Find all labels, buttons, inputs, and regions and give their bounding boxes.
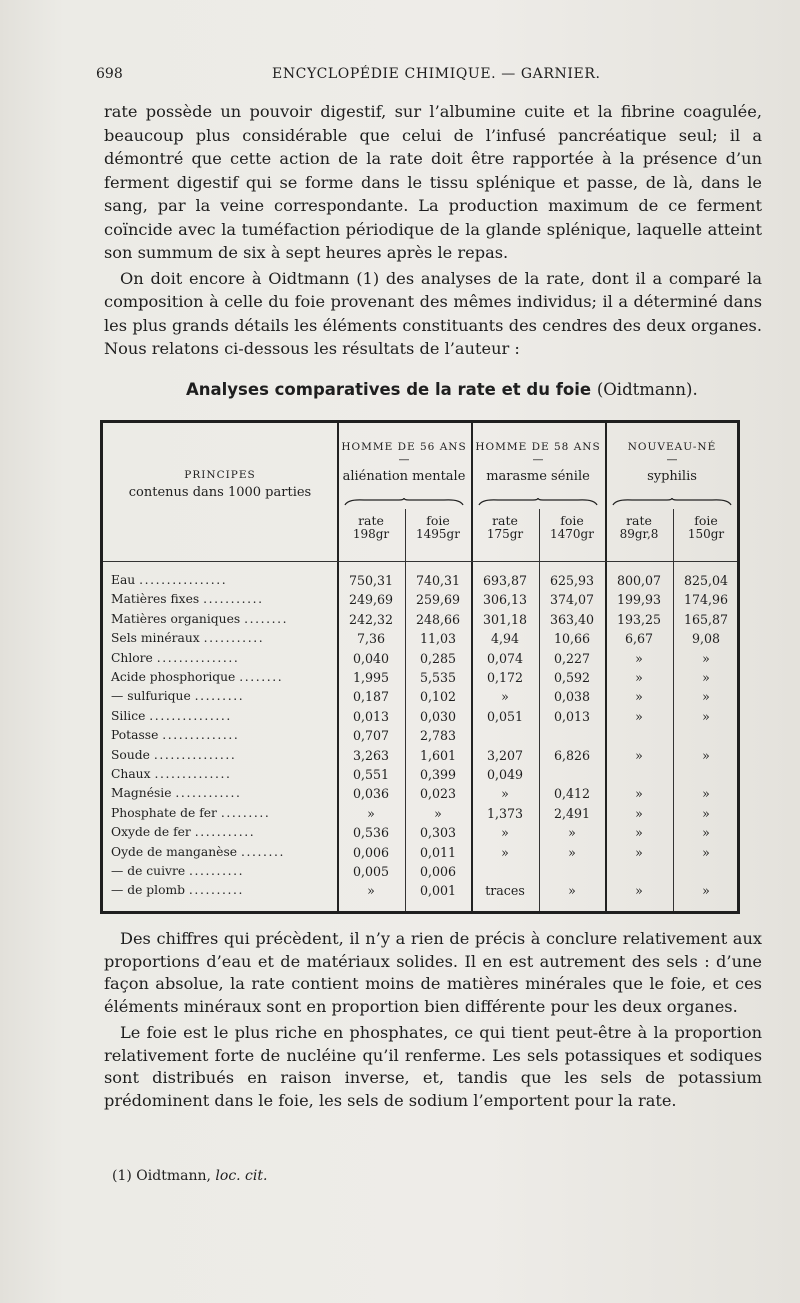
table-title — [186, 380, 698, 399]
table-cell: 825,04 — [683, 573, 729, 588]
table-cell: » — [635, 747, 643, 763]
group-brace — [612, 497, 732, 507]
table-cell: 0,074 — [486, 650, 524, 666]
row-label-text: Oxyde de fer — [111, 825, 195, 840]
table-cell: » — [635, 786, 643, 802]
conclusion-paragraph-2: Le foie est le plus riche en phosphates, ce qui tient peut-être à la proportion relativement forte de nucléine qu’il renferme. Les sels potassiques et sodiques sont distribués en raison inverse, et, tandis que les sels de potassium prédominent dans le foie, les sels de sodium l’emportent pour la rate. — [104, 1023, 762, 1110]
table-cell: 0,030 — [419, 708, 457, 724]
table-cell: 0,040 — [352, 650, 390, 666]
col-foie-weight: 1470gr — [550, 527, 594, 541]
table-cell: » — [635, 825, 643, 841]
table-cell: » — [702, 708, 710, 724]
table-cell: » — [568, 844, 576, 860]
footnote-mark: (1) — [112, 1168, 132, 1184]
table-title-source: (Oidtmann). — [596, 380, 698, 399]
intro-paragraph-1: rate possède un pouvoir digestif, sur l’albumine cuite et la fibrine coagulée, beaucoup plus considérable que celui de l’infusé pancréatique seul; il a démontré que cette action de la rate doit être rapportée à la présence d’un ferment digestif qui se forme dans le tissu splénique et passe, de là, dans le sang, par la veine correspondante. La production maximum de ce ferment coïncide avec la tuméfaction périodique de la glande splénique, laquelle atteint son summum de six à sept heures après le repas. — [104, 102, 762, 262]
table-cell: 363,40 — [549, 611, 595, 627]
table-cell: » — [702, 844, 710, 860]
row-label — [111, 806, 270, 820]
row-leader-dots: ........... — [194, 825, 256, 840]
table-cell: » — [702, 825, 710, 841]
row-label — [111, 845, 285, 859]
row-leader-dots: ......... — [194, 689, 245, 704]
group-head: HOMME DE 56 ANS — [341, 441, 467, 453]
row-label-text: — sulfurique — [111, 689, 195, 704]
col-foie-label: foie — [426, 513, 450, 528]
table-cell: 0,412 — [553, 786, 591, 802]
table-cell: 800,07 — [616, 573, 662, 588]
table-cell: » — [702, 805, 710, 821]
row-label — [111, 631, 264, 645]
row-leader-dots: ........... — [203, 592, 264, 607]
row-label-text: Chlore — [111, 650, 157, 665]
table-cell: 2,491 — [553, 805, 591, 821]
table-cell: 0,707 — [352, 728, 390, 744]
table-cell: » — [635, 689, 643, 705]
row-leader-dots: ......... — [220, 805, 271, 820]
row-leader-dots: ........ — [239, 670, 284, 684]
footnote-author: Oidtmann, — [136, 1168, 211, 1184]
table-cell: » — [501, 825, 509, 841]
table-cell: 301,18 — [482, 611, 528, 627]
analysis-table — [100, 420, 740, 914]
table-cell: » — [568, 825, 576, 841]
principes-sub: contenus dans 1000 parties — [128, 485, 312, 500]
table-cell: 0,399 — [419, 767, 457, 782]
table-cell: 0,013 — [352, 708, 390, 724]
col-foie-weight: 1495gr — [416, 527, 460, 541]
table-cell: 0,536 — [352, 825, 390, 841]
row-label — [111, 689, 244, 703]
row-label-text: Acide phosphorique — [111, 670, 240, 684]
row-label-text: Oyde de manganèse — [111, 844, 241, 859]
table-cell: 0,592 — [553, 670, 591, 685]
row-leader-dots: ........... — [203, 631, 265, 646]
table-cell: 0,036 — [352, 786, 390, 802]
table-cell: 3,207 — [486, 747, 524, 763]
row-leader-dots: ........ — [240, 844, 286, 859]
table-cell: 0,023 — [419, 786, 457, 802]
table-cell: 0,001 — [419, 883, 457, 899]
row-label-text: — de cuivre — [111, 864, 190, 878]
table-cell: 0,011 — [419, 844, 457, 860]
principes-label: PRINCIPES — [184, 469, 256, 481]
table-cell: » — [501, 844, 509, 860]
group-brace — [478, 497, 598, 507]
row-label-text: Silice — [111, 708, 150, 723]
group-head: HOMME DE 58 ANS — [475, 441, 601, 453]
table-cell: 2,783 — [419, 728, 457, 744]
table-cell: » — [501, 689, 509, 705]
row-label — [111, 864, 244, 878]
table-cell: 0,102 — [419, 689, 457, 705]
table-cell: 259,69 — [415, 592, 461, 608]
table-cell: 750,31 — [348, 573, 394, 588]
row-label-text: Matières organiques — [111, 611, 245, 626]
col-rate-label: rate — [492, 513, 518, 528]
table-cell: traces — [485, 883, 525, 899]
table-cell: 1,373 — [486, 805, 524, 821]
row-leader-dots: .......... — [189, 864, 245, 878]
row-leader-dots: ............ — [175, 786, 242, 801]
col-rate-label: rate — [626, 513, 652, 528]
row-label — [111, 573, 227, 587]
table-cell: 10,66 — [553, 631, 591, 647]
row-label — [111, 883, 244, 897]
table-cell: 306,13 — [482, 592, 528, 608]
group-dash: — — [666, 453, 678, 466]
table-cell: 9,08 — [691, 631, 721, 647]
table-cell: 1,995 — [352, 670, 390, 685]
table-cell: » — [367, 805, 375, 821]
row-leader-dots: ............... — [156, 650, 240, 665]
row-label-text: Potasse — [111, 728, 163, 743]
table-cell: » — [635, 883, 643, 899]
table-cell: 242,32 — [348, 611, 394, 627]
table-cell: 6,826 — [553, 747, 591, 763]
intro-text — [104, 100, 762, 361]
table-cell: 0,013 — [553, 708, 591, 724]
footnote-ref: loc. cit. — [215, 1168, 268, 1184]
row-label — [111, 709, 232, 723]
table-cell: 4,94 — [490, 631, 520, 647]
footnote — [112, 1168, 267, 1184]
row-label — [111, 825, 255, 839]
row-label-text: Magnésie — [111, 786, 176, 801]
row-leader-dots: .............. — [162, 728, 240, 743]
row-leader-dots: .......... — [188, 883, 245, 898]
row-leader-dots: .............. — [154, 767, 232, 781]
col-rate-weight: 89gr,8 — [619, 527, 659, 541]
page-number: 698 — [96, 66, 123, 82]
row-leader-dots: ............... — [149, 708, 232, 723]
row-label — [111, 670, 283, 684]
table-cell: 5,535 — [419, 670, 457, 685]
row-label — [111, 767, 232, 781]
row-leader-dots: ............... — [153, 747, 237, 762]
row-label-text: Eau — [111, 573, 140, 587]
table-cell: » — [501, 786, 509, 802]
table-cell: 3,263 — [352, 747, 390, 763]
row-leader-dots: ................ — [139, 573, 228, 587]
table-cell: » — [434, 805, 442, 821]
table-cell: » — [702, 670, 710, 685]
table-cell: 0,551 — [352, 767, 390, 782]
table-cell: 0,051 — [486, 708, 524, 724]
table-cell: » — [635, 650, 643, 666]
row-label — [111, 651, 239, 665]
conclusion-text — [104, 928, 762, 1112]
row-label-text: Chaux — [111, 767, 155, 781]
row-label-text: — de plomb — [111, 883, 189, 898]
table-cell: 740,31 — [415, 573, 461, 588]
table-cell: 0,303 — [419, 825, 457, 841]
table-cell: 248,66 — [415, 611, 461, 627]
col-rate-label: rate — [358, 513, 384, 528]
table-cell: 0,227 — [553, 650, 591, 666]
col-foie-label: foie — [694, 513, 718, 528]
table-cell: 0,172 — [486, 670, 524, 685]
table-cell: » — [635, 670, 643, 685]
conclusion-paragraph-1: Des chiffres qui précèdent, il n’y a rien de précis à conclure relativement aux proportions d’eau et de matériaux solides. Il en est autrement des sels : d’une façon absolue, la rate contient moins de matières minérales que le foie, et ces éléments minéraux sont en proportion bien différente pour les deux organes. — [104, 929, 762, 1016]
group-head: NOUVEAU-NÉ — [627, 441, 717, 453]
row-label-text: Matières fixes — [111, 592, 204, 607]
table-cell: » — [702, 747, 710, 763]
table-cell: 0,005 — [352, 864, 390, 879]
table-cell: » — [568, 883, 576, 899]
intro-paragraph-2: On doit encore à Oidtmann (1) des analyses de la rate, dont il a comparé la composition à celle du foie provenant des mêmes individus; il a déterminé dans les plus grands détails les éléments constituants des cendres des deux organes. Nous relatons ci-dessous les résultats de l’auteur : — [104, 268, 762, 358]
table-cell: 0,187 — [352, 689, 390, 705]
group-brace — [344, 497, 464, 507]
table-cell: 6,67 — [624, 631, 654, 647]
table-cell: 374,07 — [549, 592, 595, 608]
table-cell: » — [635, 805, 643, 821]
table-cell: 11,03 — [419, 631, 457, 647]
col-rate-weight: 198gr — [352, 527, 390, 541]
running-title: ENCYCLOPÉDIE CHIMIQUE. — GARNIER. — [272, 66, 601, 82]
row-label — [111, 728, 239, 742]
group-condition: syphilis — [647, 469, 697, 484]
table-cell: 0,006 — [419, 864, 457, 879]
table-cell: » — [635, 844, 643, 860]
row-label — [111, 592, 264, 606]
group-dash: — — [532, 453, 544, 466]
row-leader-dots: ........ — [244, 611, 289, 626]
col-foie-weight: 150gr — [687, 527, 725, 541]
table-cell: » — [702, 689, 710, 705]
table-cell: » — [702, 883, 710, 899]
row-label — [111, 612, 288, 626]
page-header — [96, 66, 756, 86]
col-rate-weight: 175gr — [486, 527, 524, 541]
table-cell: 0,038 — [553, 689, 591, 705]
col-foie-label: foie — [560, 513, 584, 528]
table-cell: 0,049 — [486, 767, 524, 782]
group-condition: marasme sénile — [486, 469, 590, 484]
table-cell: » — [367, 883, 375, 899]
row-label-text: Sels minéraux — [111, 631, 204, 646]
table-cell: 165,87 — [683, 611, 729, 627]
table-cell: » — [702, 786, 710, 802]
table-cell: 249,69 — [348, 592, 394, 608]
table-cell: 7,36 — [356, 631, 386, 647]
row-label — [111, 786, 242, 800]
table-cell: 0,006 — [352, 844, 390, 860]
table-cell: 1,601 — [419, 747, 457, 763]
group-dash: — — [398, 453, 410, 466]
table-cell: 693,87 — [482, 573, 528, 588]
table-cell: 199,93 — [616, 592, 662, 608]
table-title-text: Analyses comparatives de la rate et du foie — [186, 380, 592, 399]
row-label — [111, 748, 236, 762]
group-condition: aliénation mentale — [342, 469, 466, 484]
table-cell: » — [635, 708, 643, 724]
row-label-text: Phosphate de fer — [111, 805, 221, 820]
table-cell: 0,285 — [419, 650, 457, 666]
table-cell: 625,93 — [549, 573, 595, 588]
table-cell: » — [702, 650, 710, 666]
table-cell: 174,96 — [683, 592, 729, 608]
table-cell: 193,25 — [616, 611, 662, 627]
row-label-text: Soude — [111, 747, 154, 762]
